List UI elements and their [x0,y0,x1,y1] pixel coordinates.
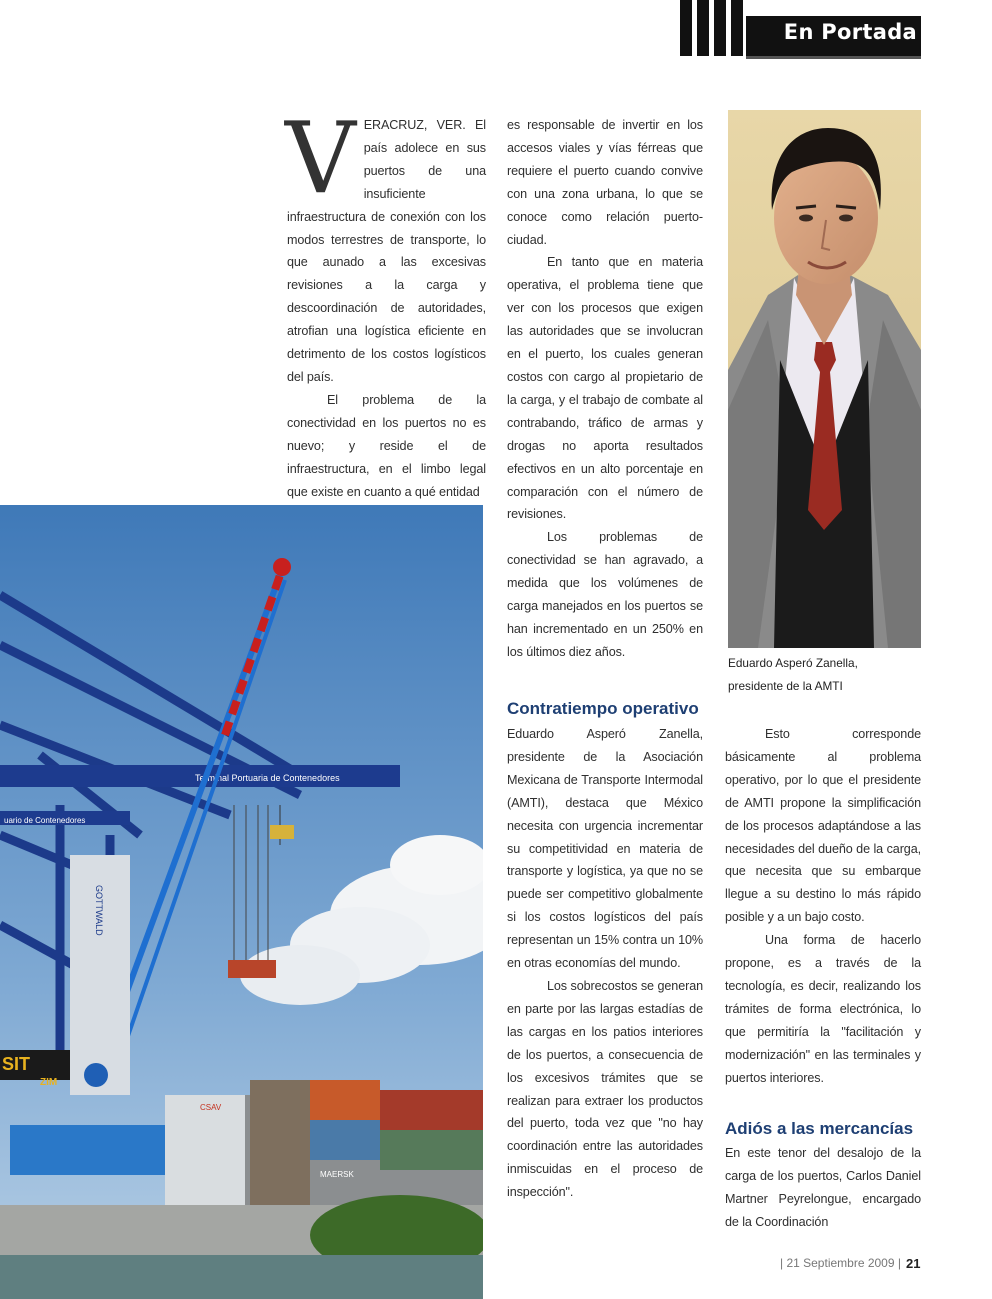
header-bar-2 [697,0,709,56]
paragraph: Una forma de hacerlo propone, es a través de la tecnología, es decir, realizando los trámites de forma electrónica, lo que permitiría la "facilitación y modernización" en las terminales y puertos interiores. [725,933,921,1085]
section-label: En Portada [783,20,917,44]
header-bar-1 [680,0,692,56]
crane-banner: Terminal Portuaria de Contenedores [195,773,340,783]
paragraph: El problema de la conectividad en los puertos no es nuevo; y reside el de infraestructura, en el limbo legal que existe en cuanto a qué entidad [287,392,486,499]
sign-left: SIT [2,1054,31,1074]
subhead-adios: Adiós a las mercancías [725,1119,914,1138]
caption-line-2: presidente de la AMTI [728,679,843,693]
subhead-contratiempo: Contratiempo operativo [507,699,699,718]
photo-caption [728,652,921,698]
paragraph: En este tenor del desalojo de la carga de los puertos, Carlos Daniel Martner Peyrelongue, encargado de la Coordinación [725,1146,921,1229]
paragraph: ERACRUZ, VER. El país adolece en sus puertos de una insuficiente infraestructura de conexión con los modos terrestres de transporte, lo que aunado a las excesivas revisiones a la carga y descoordinación de autoridades, atrofian una logística eficiente en detrimento de los costos logísticos del país. [287,118,486,384]
port-photo [0,505,483,1299]
paragraph: es responsable de invertir en los accesos viales y vías férreas que requiere el puerto cuando convive con una zona urbana, lo que se conoce como relación puerto-ciudad. [507,118,703,247]
portrait-photo [728,110,921,648]
container-brand-csav: CSAV [200,1103,222,1112]
crane-side-text: uario de Contenedores [4,816,86,825]
footer-issue: | 21 Septiembre 2009 | [780,1256,901,1270]
article-column-1 [285,102,486,503]
caption-line-1: Eduardo Asperó Zanella, [728,656,858,670]
header-bar-3 [714,0,726,56]
dropcap: V [285,102,356,216]
container-brand-maersk: MAERSK [320,1170,354,1179]
paragraph: Los problemas de conectividad se han agravado, a medida que los volúmenes de carga manejados en los puertos se han incrementado en un 250% en los últimos diez años. [507,530,703,659]
article-column-2-top [507,114,703,664]
article-column-3 [725,723,921,1090]
footer-page-number: 21 [906,1256,921,1271]
header-bar-4 [731,0,743,56]
paragraph: Esto corresponde básicamente al problema operativo, por lo que el presidente de AMTI propone la simplificación de los procesos adaptándose a las necesidades del dueño de la carga, que necesita que su embarque llegue a su destino lo más rápido posible y a un bajo costo. [725,727,921,925]
container-brand-zim: ZIM [40,1077,58,1088]
article-column-3-end [725,1142,921,1234]
crane-brand: GOTTWALD [94,885,104,936]
paragraph: En tanto que en materia operativa, el problema tiene que ver con los procesos que exigen las autoridades que se involucran en el puerto, los cuales generan costos con cargo al propietario de la carga, y el trabajo de combate al contrabando, tráfico de armas y drogas no aporta resultados efectivos en un alto porcentaje en comparación con el número de revisiones. [507,255,703,522]
article-column-2-bottom [507,723,703,1204]
paragraph: Los sobrecostos se generan en parte por las largas estadías de las cargas en los patios interiores de los puertos, a consecuencia de los excesivos trámites que se realizan para extraer los productos del puerto, toda vez que "no hay coordinación entre las autoridades inmiscuidas en el proceso de inspección". [507,978,703,1200]
paragraph: Eduardo Asperó Zanella, presidente de la Asociación Mexicana de Transporte Intermodal (AMTI), destaca que México necesita con urgencia incrementar su competitividad en materia de transporte y logística, ya que no se puede ser competitivo globalmente si los costos logísticos del país representan un 15% contra un 10% en otras economías del mundo. [507,727,703,971]
